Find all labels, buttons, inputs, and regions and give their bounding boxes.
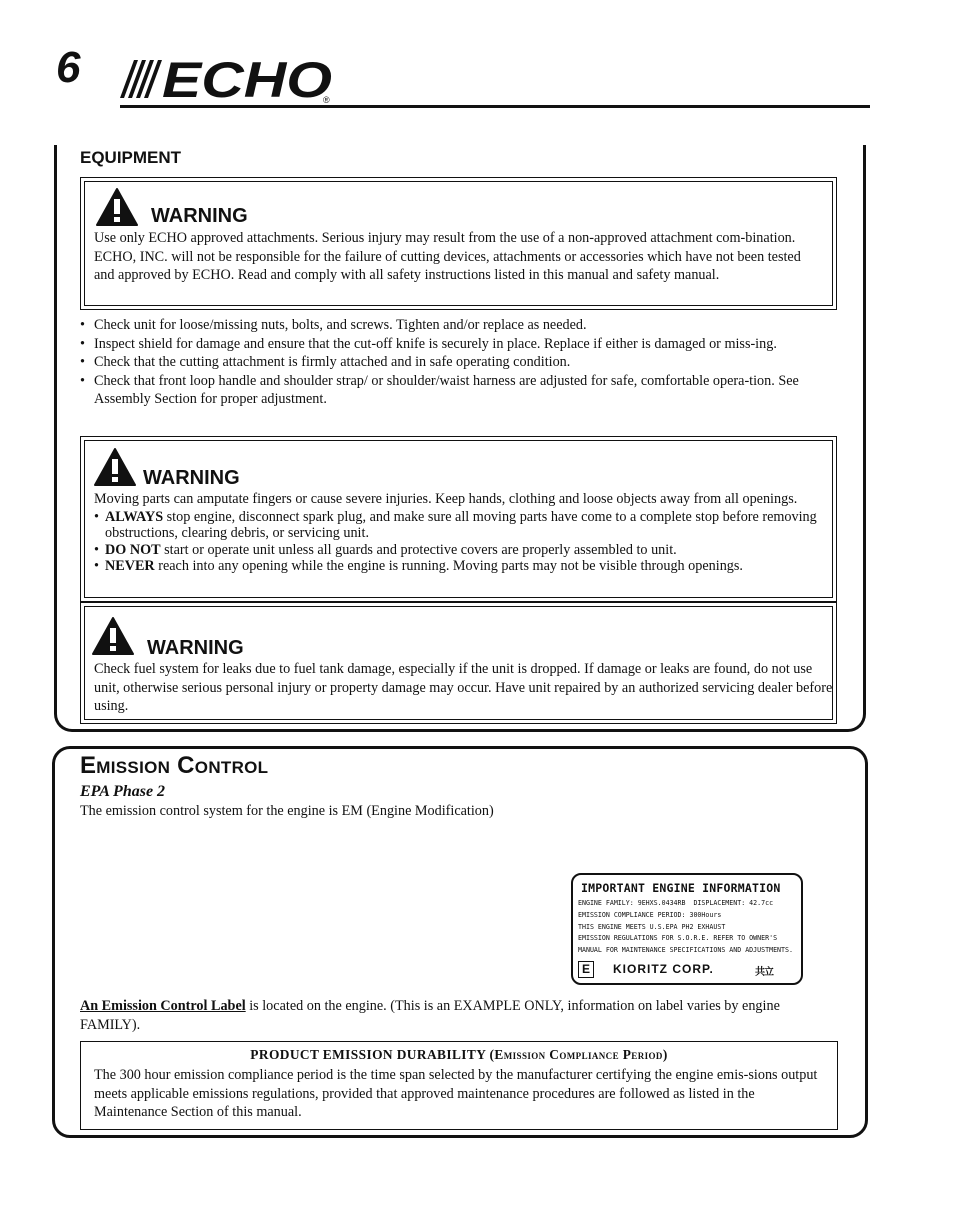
list-item: • Inspect shield for damage and ensure that the cut-off knife is securely in place. Replace if either is damaged or miss-ing.	[80, 335, 825, 354]
emphasis-word: DO NOT	[105, 541, 161, 558]
list-item: • Check unit for loose/missing nuts, bolts, and screws. Tighten and/or replace as needed.	[80, 316, 825, 335]
svg-text:ECHO: ECHO	[162, 52, 333, 104]
label-line: MANUAL FOR MAINTENANCE SPECIFICATIONS AND ADJUSTMENTS.	[578, 945, 793, 955]
warning-box-attachments	[80, 177, 837, 310]
list-item-text: reach into any opening while the engine is running. Moving parts may not be visible through openings.	[154, 558, 743, 575]
emission-label-example	[571, 873, 803, 985]
warning-box-moving-parts	[80, 436, 837, 602]
warning-title: WARNING	[143, 467, 240, 489]
warning-intro: Moving parts can amputate fingers or cause severe injuries. Keep hands, clothing and loose objects away from all openings.	[94, 491, 798, 507]
header-rule	[120, 105, 870, 108]
warning-title: WARNING	[151, 205, 248, 227]
warning-text: Check fuel system for leaks due to fuel tank damage, especially if the unit is dropped. If damage or leaks are found, do not use unit, otherwise serious personal injury or property damage may occur. Have unit repaired by an authorized servicing dealer before using.	[94, 661, 833, 715]
list-item-text: start or operate unit unless all guards and protective covers are properly assembled to unit.	[160, 541, 677, 558]
warning-box-fuel-leaks	[80, 602, 837, 724]
equipment-title: EQUIPMENT	[80, 148, 182, 167]
epa-subtitle: EPA Phase 2	[80, 783, 166, 800]
warning-triangle-icon	[93, 447, 137, 487]
warning-title: WARNING	[147, 637, 244, 659]
label-corp-mark: 共立	[755, 967, 773, 978]
durability-title-period: Emission Compliance Period	[494, 1047, 663, 1062]
emission-description: The emission control system for the engine is EM (Engine Modification)	[80, 803, 494, 819]
label-line: EMISSION REGULATIONS FOR S.O.R.E. REFER TO OWNER'S	[578, 933, 778, 943]
emphasis-word: ALWAYS	[105, 508, 164, 525]
list-item	[94, 558, 824, 575]
label-line: ENGINE FAMILY: 9EHXS.0434RB DISPLACEMENT: 42.7cc	[578, 898, 774, 907]
warning-body	[94, 491, 824, 575]
list-item-text: stop engine, disconnect spark plug, and make sure all moving parts have come to a complete stop before removing obstructions, clearing debris, or servicing unit.	[105, 508, 817, 542]
label-title: IMPORTANT ENGINE INFORMATION	[581, 881, 781, 895]
warning-triangle-icon	[95, 187, 139, 227]
label-e-badge: E	[578, 961, 594, 978]
durability-box	[80, 1041, 838, 1130]
warning-list	[94, 509, 824, 575]
list-item	[94, 542, 824, 559]
list-item: • Check that the cutting attachment is firmly attached and in safe operating condition.	[80, 353, 825, 372]
inspection-checklist	[80, 316, 825, 409]
emission-label-note-text: is located on the engine. (This is an EXAMPLE ONLY, information on label varies by engine FAMILY).	[80, 998, 780, 1033]
page-number: 6	[56, 43, 81, 92]
durability-title-end: )	[662, 1047, 668, 1062]
label-lines	[578, 897, 793, 956]
durability-text: The 300 hour emission compliance period is the time span selected by the manufacturer certifying the engine emis-sions output meets applicable emissions regulations, provided that approved maintenance procedures are followed as listed in the Maintenance Section of this manual.	[94, 1067, 818, 1121]
label-line: EMISSION COMPLIANCE PERIOD: 300Hours	[578, 909, 722, 919]
emission-label-link: An Emission Control Label	[80, 998, 246, 1014]
list-item: • Check that front loop handle and shoulder strap/ or shoulder/waist harness are adjusted for safe, comfortable opera-tion. See Assembly Section for proper adjustment.	[80, 372, 825, 409]
durability-title	[81, 1047, 837, 1063]
warning-triangle-icon	[91, 616, 135, 656]
label-line: THIS ENGINE MEETS U.S.EPA PH2 EXHAUST	[578, 921, 726, 931]
svg-text:®: ®	[323, 95, 330, 104]
echo-logo	[118, 50, 338, 104]
emphasis-word: NEVER	[105, 558, 155, 575]
list-item	[94, 509, 824, 542]
emission-label-note	[80, 997, 825, 1035]
durability-title-main: PRODUCT EMISSION DURABILITY (	[250, 1047, 495, 1062]
emission-title: Emission Control	[80, 752, 269, 779]
warning-text: Use only ECHO approved attachments. Serious injury may result from the use of a non-approved attachment com-bination. ECHO, INC. will not be responsible for the failure of cutting devices, attachments or accessories which have not been tested and approved by ECHO. Read and comply with all safety instructions listed in this manual and safety manual.	[94, 230, 801, 284]
label-corp-name: KIORITZ CORP.	[613, 962, 714, 976]
